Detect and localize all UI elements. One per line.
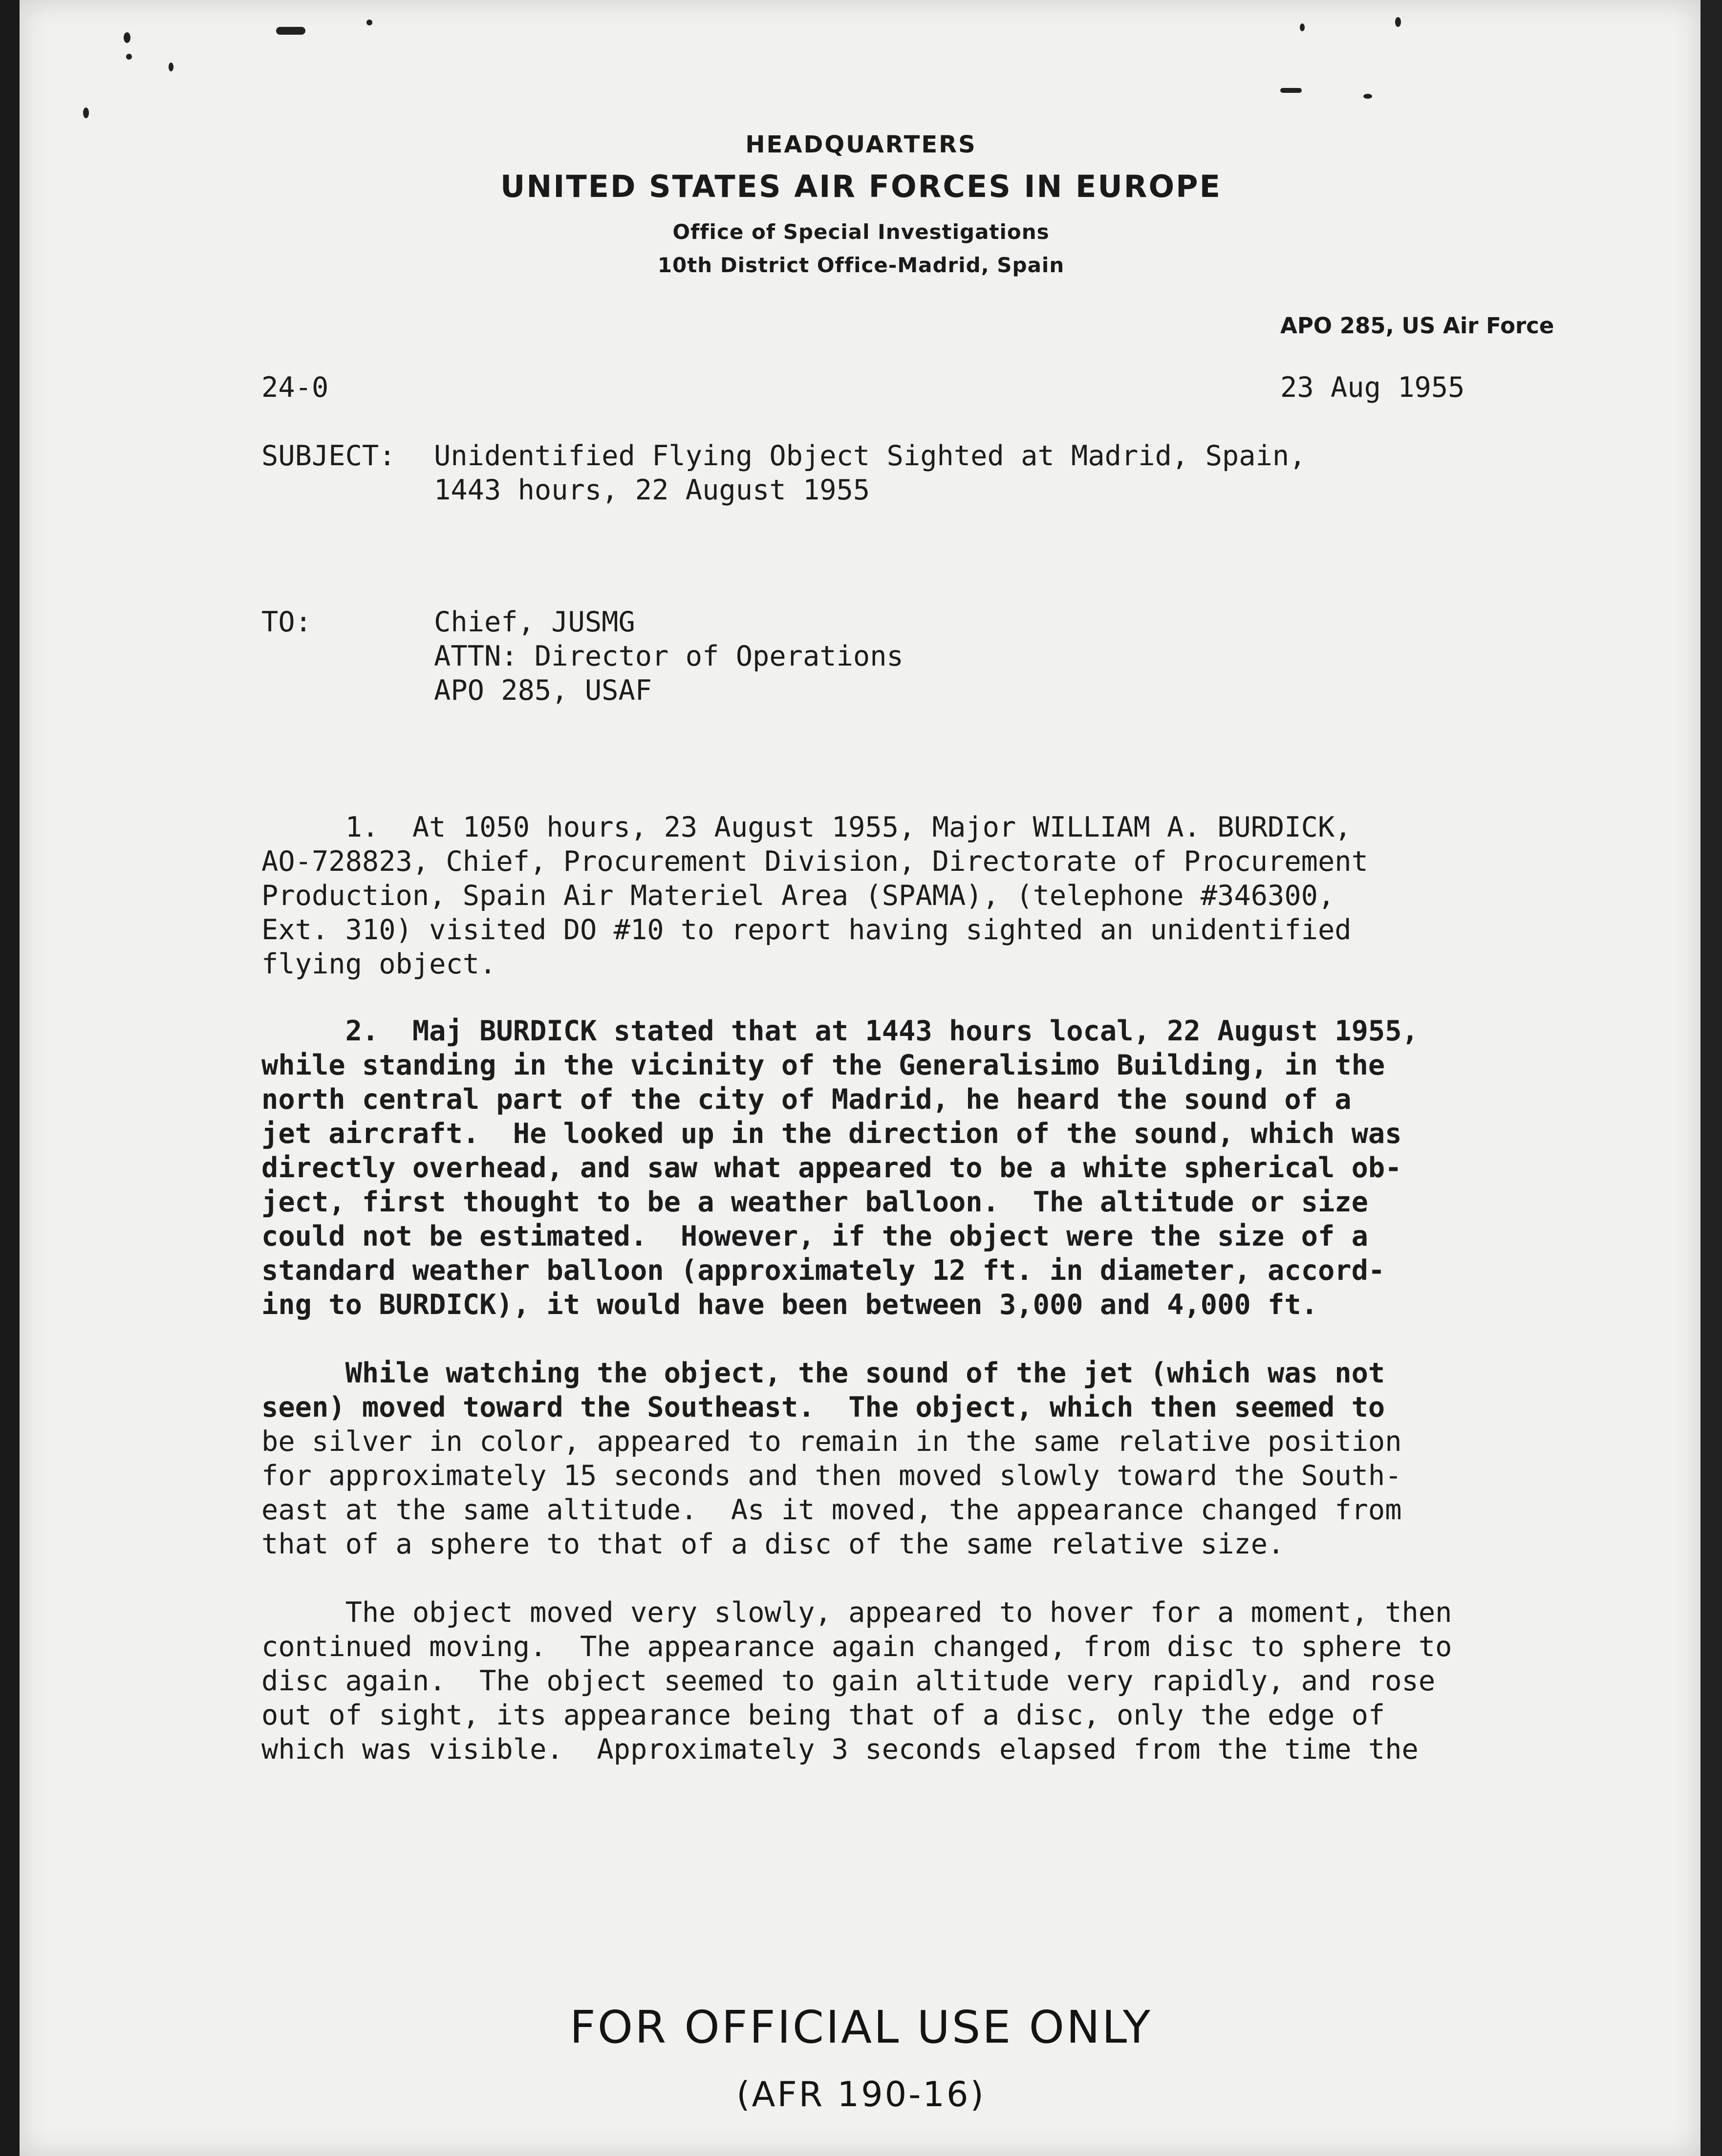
paragraph-1-line: Production, Spain Air Materiel Area (SPAMA), (telephone #346300,: [261, 880, 1335, 912]
scan-speck: [1363, 94, 1372, 99]
file-number: 24-0: [261, 371, 329, 404]
paragraph-4-line: The object moved very slowly, appeared to hover for a moment, then: [261, 1596, 1452, 1629]
paragraph-3-line: east at the same altitude. As it moved, the appearance changed from: [261, 1494, 1402, 1526]
scan-speck: [83, 108, 89, 118]
document-date: 23 Aug 1955: [1280, 371, 1465, 404]
letterhead-apo: APO 285, US Air Force: [1280, 313, 1554, 339]
paragraph-3-line: that of a sphere to that of a disc of the same relative size.: [261, 1528, 1285, 1560]
scan-speck: [276, 27, 305, 35]
to-recipient: Chief, JUSMG: [434, 606, 635, 638]
paragraph-2-line: standard weather balloon (approximately 12 ft. in diameter, accord-: [261, 1254, 1385, 1287]
scan-speck: [1395, 17, 1401, 27]
paragraph-2-line: could not be estimated. However, if the object were the size of a: [261, 1220, 1368, 1252]
regulation-reference: (AFR 190-16): [736, 2074, 986, 2114]
scan-speck: [126, 54, 132, 60]
subject-label: SUBJECT:: [261, 440, 396, 472]
paragraph-2-line: north central part of the city of Madrid, he heard the sound of a: [261, 1083, 1352, 1116]
paragraph-3-line: seen) moved toward the Southeast. The object, which then seemed to: [261, 1391, 1385, 1423]
scan-speck: [1280, 88, 1302, 93]
scan-speck: [124, 32, 130, 43]
paragraph-1-line: AO-728823, Chief, Procurement Division, Directorate of Procurement: [261, 845, 1368, 878]
paragraph-3-line: for approximately 15 seconds and then moved slowly toward the South-: [261, 1460, 1402, 1492]
letterhead-organization: UNITED STATES AIR FORCES IN EUROPE: [500, 169, 1222, 204]
paragraph-2-line: jet aircraft. He looked up in the direction of the sound, which was: [261, 1118, 1402, 1150]
paragraph-3-line: While watching the object, the sound of the jet (which was not: [261, 1357, 1385, 1389]
paragraph-4-line: disc again. The object seemed to gain altitude very rapidly, and rose: [261, 1665, 1436, 1697]
paragraph-2-line: directly overhead, and saw what appeared to be a white spherical ob-: [261, 1152, 1402, 1184]
paragraph-2-line: ing to BURDICK), it would have been between 3,000 and 4,000 ft.: [261, 1289, 1318, 1321]
paragraph-1-line: flying object.: [261, 948, 496, 980]
paragraph-1-line: Ext. 310) visited DO #10 to report having sighted an unidentified: [261, 914, 1352, 946]
scan-speck: [366, 20, 372, 25]
paragraph-4-line: out of sight, its appearance being that of a disc, only the edge of: [261, 1699, 1385, 1731]
letterhead-headquarters: HEADQUARTERS: [745, 131, 977, 158]
scan-speck: [1300, 23, 1305, 31]
paragraph-4-line: which was visible. Approximately 3 seconds elapsed from the time the: [261, 1733, 1419, 1766]
paragraph-3-line: be silver in color, appeared to remain in the same relative position: [261, 1425, 1402, 1458]
classification-marking: FOR OFFICIAL USE ONLY: [569, 2001, 1153, 2053]
to-attention: ATTN: Director of Operations: [434, 640, 904, 672]
paragraph-2-line: 2. Maj BURDICK stated that at 1443 hours local, 22 August 1955,: [261, 1015, 1419, 1047]
paragraph-2-line: while standing in the vicinity of the Generalisimo Building, in the: [261, 1049, 1385, 1081]
scan-speck: [169, 63, 173, 71]
letterhead-office: Office of Special Investigations: [672, 220, 1050, 244]
subject-line: Unidentified Flying Object Sighted at Madrid, Spain,: [434, 440, 1306, 472]
paragraph-2-line: ject, first thought to be a weather balloon. The altitude or size: [261, 1186, 1368, 1218]
scan-edge: [1700, 0, 1722, 2156]
paragraph-1-line: 1. At 1050 hours, 23 August 1955, Major WILLIAM A. BURDICK,: [261, 811, 1352, 843]
letterhead-district: 10th District Office-Madrid, Spain: [657, 253, 1065, 277]
to-label: TO:: [261, 606, 312, 638]
paragraph-4-line: continued moving. The appearance again changed, from disc to sphere to: [261, 1631, 1452, 1663]
to-address: APO 285, USAF: [434, 674, 652, 707]
subject-line: 1443 hours, 22 August 1955: [434, 474, 870, 506]
